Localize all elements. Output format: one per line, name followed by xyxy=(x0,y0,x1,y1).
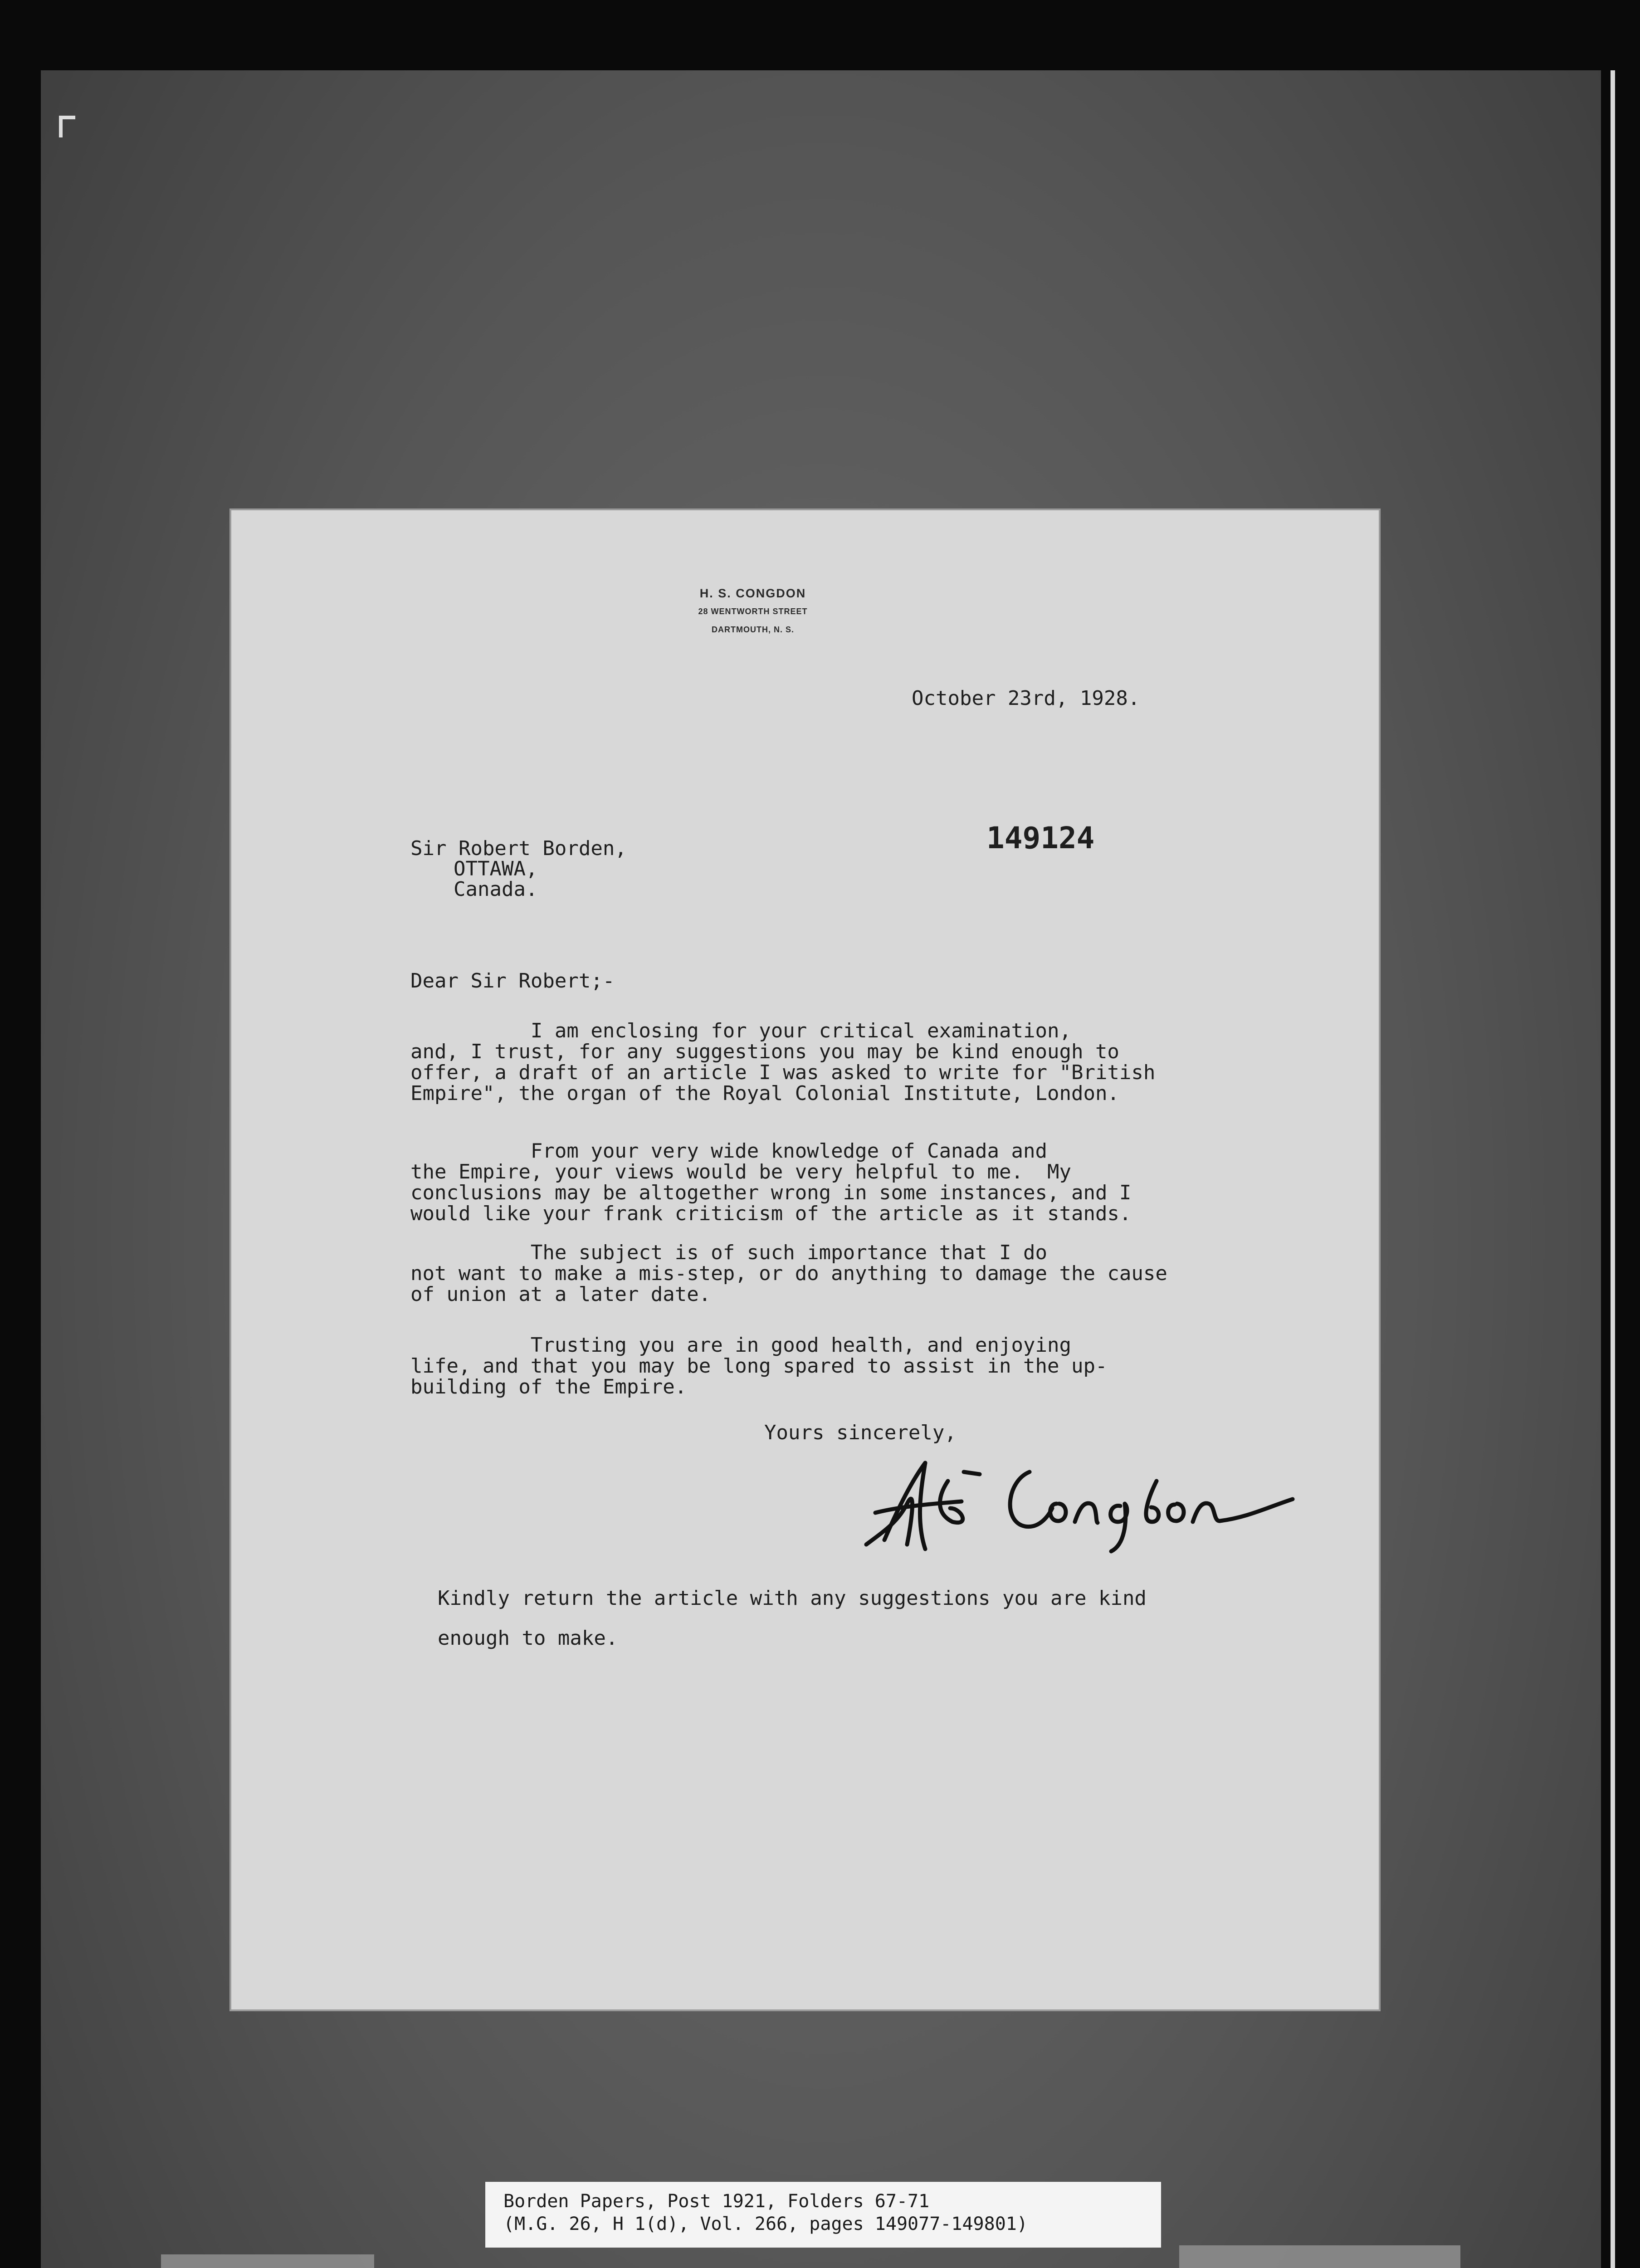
letter-date: October 23rd, 1928. xyxy=(912,687,1140,710)
letterhead-name: H. S. CONGDON xyxy=(699,587,806,600)
recipient-line: OTTAWA, xyxy=(454,857,538,880)
film-edge xyxy=(1611,70,1615,2268)
handwritten-signature xyxy=(857,1454,1302,1558)
letter-page xyxy=(231,510,1379,2009)
letterhead-city: DARTMOUTH, N. S. xyxy=(712,625,794,634)
document-number-stamp: 149124 xyxy=(986,821,1095,855)
body-paragraph: From your very wide knowledge of Canada and the Empire, your views would be very helpful to me. My conclusions may be altogether wrong in some instances, and I would like your frank criticism of the article as it stands. xyxy=(410,1139,1132,1225)
closing: Yours sincerely, xyxy=(764,1421,957,1444)
tape-strip xyxy=(161,2254,374,2268)
body-paragraph: I am enclosing for your critical examination, and, I trust, for any suggestions you may be kind enough to offer, a draft of an article I was asked to write for "British Empire", the organ of the Royal Colonial Institute, London. xyxy=(410,1019,1156,1105)
corner-registration-mark xyxy=(59,116,75,137)
salutation: Dear Sir Robert;- xyxy=(410,969,615,992)
letterhead-street: 28 WENTWORTH STREET xyxy=(698,607,808,616)
recipient-line: Sir Robert Borden, xyxy=(410,837,627,860)
body-paragraph: The subject is of such importance that I do not want to make a mis-step, or do anything to damage the cause of union at a later date. xyxy=(410,1241,1167,1306)
postscript: Kindly return the article with any suggestions you are kind enough to make. xyxy=(438,1587,1147,1650)
recipient-line: Canada. xyxy=(454,878,538,901)
body-paragraph: Trusting you are in good health, and enjoying life, and that you may be long spared to assist in the up- building of the Empire. xyxy=(410,1334,1108,1398)
archive-caption-label: Borden Papers, Post 1921, Folders 67-71 (M.G. 26, H 1(d), Vol. 266, pages 149077-149801) xyxy=(485,2182,1161,2248)
tape-strip xyxy=(1179,2245,1460,2268)
